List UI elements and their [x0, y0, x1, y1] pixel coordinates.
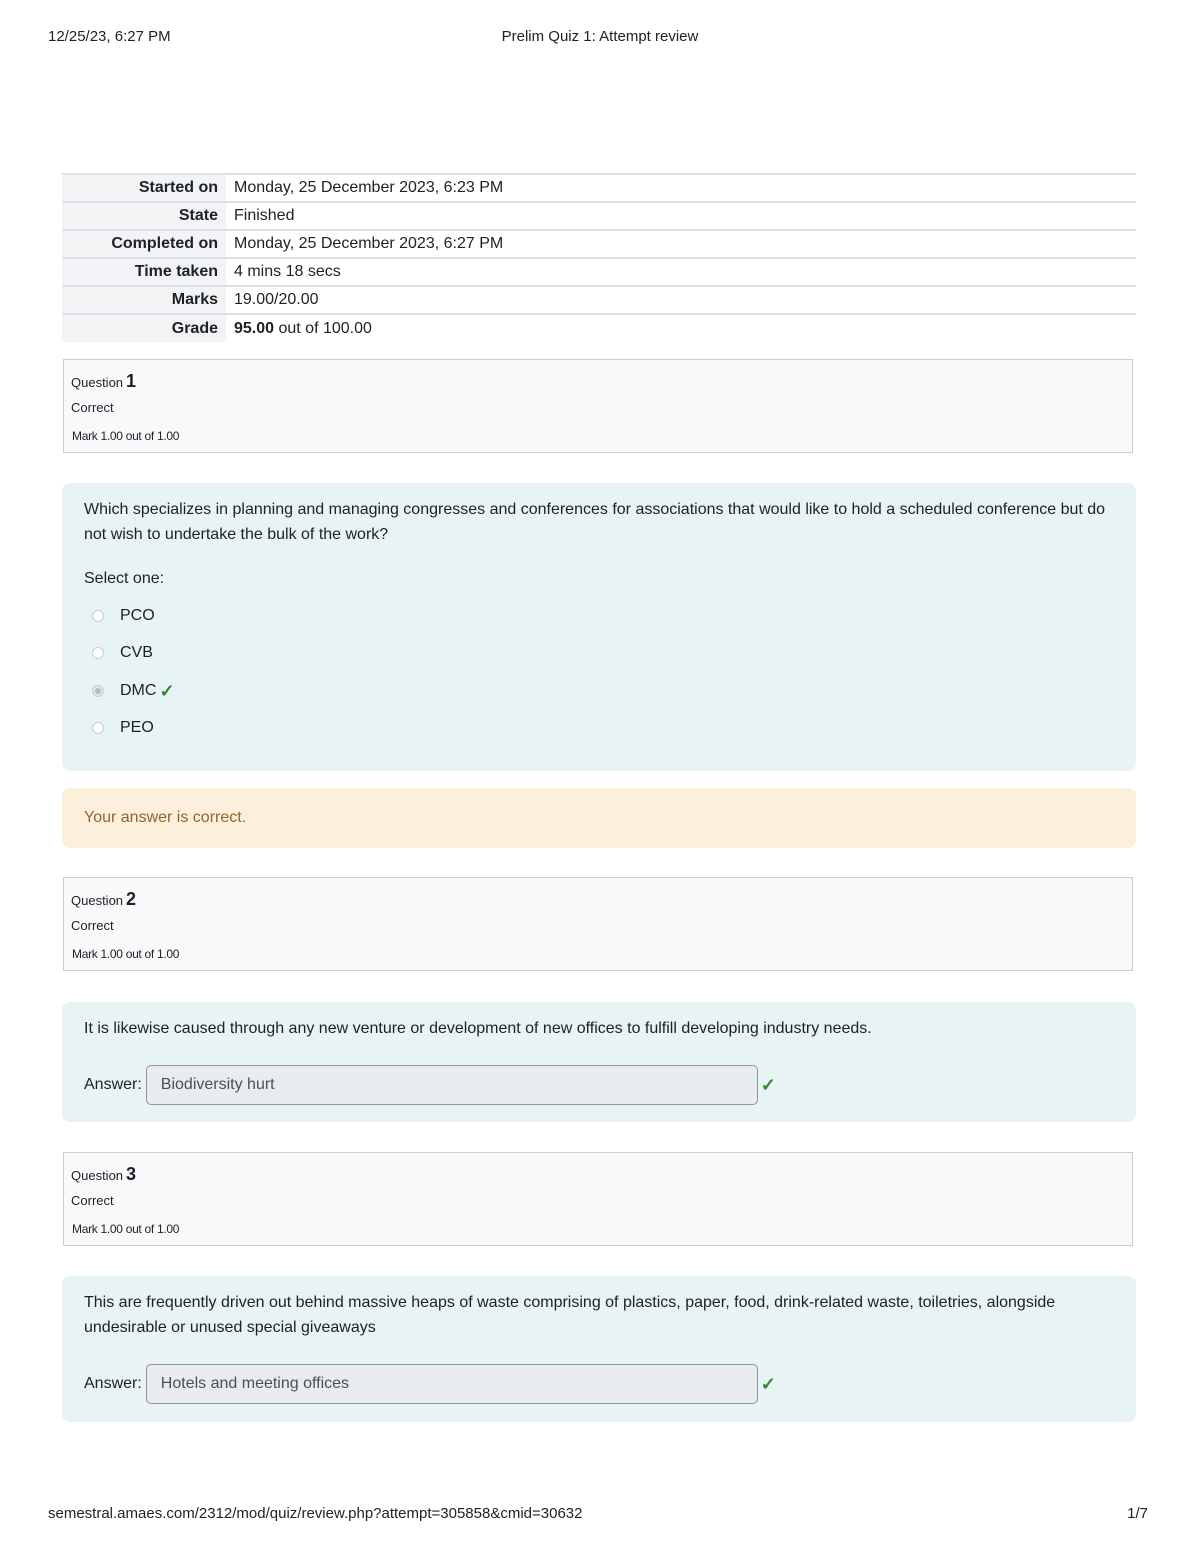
summary-value: 4 mins 18 secs [226, 258, 1136, 286]
grade-out-of: out of 100.00 [274, 319, 372, 337]
check-icon: ✓ [760, 1373, 776, 1394]
summary-value: Monday, 25 December 2023, 6:27 PM [226, 230, 1136, 258]
grade-value: 95.00 [234, 319, 275, 337]
question-grade: Mark 1.00 out of 1.00 [72, 429, 180, 443]
question-text: It is likewise caused through any new venture or development of new offices to fulfill developing industry needs. [84, 1020, 872, 1037]
print-title: Prelim Quiz 1: Attempt review [501, 28, 699, 45]
question-grade: Mark 1.00 out of 1.00 [72, 1222, 180, 1236]
summary-label: Time taken [62, 258, 226, 286]
radio-button[interactable] [92, 647, 104, 659]
summary-label: Marks [62, 286, 226, 314]
summary-label: Completed on [62, 230, 226, 258]
question-formulation-2 [62, 1002, 1136, 1122]
question-number-value: 1 [126, 371, 137, 391]
summary-value: 19.00/20.00 [226, 286, 1136, 314]
question-text: Which specializes in planning and managing congresses and conferences for associations that would like to hold a scheduled conference but do not wish to undertake the bulk of the work? [84, 501, 1106, 543]
summary-row [62, 286, 1136, 314]
answer-option-selected[interactable] [92, 681, 175, 701]
summary-label: Grade [62, 314, 226, 342]
question-number [71, 371, 136, 392]
answer-option[interactable] [92, 718, 154, 738]
print-url: semestral.amaes.com/2312/mod/quiz/review.php?attempt=305858&cmid=30632 [48, 1505, 583, 1522]
question-number-value: 3 [126, 1164, 137, 1184]
question-number-value: 2 [126, 889, 137, 909]
question-formulation-3 [62, 1276, 1136, 1422]
check-icon: ✓ [159, 680, 175, 701]
question-info-1 [63, 359, 1133, 453]
question-prefix: Question [71, 375, 124, 390]
summary-row [62, 314, 1136, 342]
radio-button[interactable] [92, 610, 104, 622]
summary-label: Started on [62, 174, 226, 202]
summary-row [62, 258, 1136, 286]
answer-row [84, 1364, 776, 1404]
print-datetime: 12/25/23, 6:27 PM [48, 28, 171, 45]
summary-label: State [62, 202, 226, 230]
question-prefix: Question [71, 1168, 124, 1183]
answer-input[interactable]: Biodiversity hurt [146, 1065, 758, 1105]
option-label: PEO [120, 719, 154, 736]
question-formulation-1 [62, 483, 1136, 771]
print-header [48, 28, 1152, 48]
question-state: Correct [71, 1193, 114, 1208]
option-label: PCO [120, 607, 155, 624]
answer-feedback: Your answer is correct. [62, 788, 1136, 848]
summary-row [62, 230, 1136, 258]
print-footer [48, 1505, 1148, 1525]
question-state: Correct [71, 918, 114, 933]
question-grade: Mark 1.00 out of 1.00 [72, 947, 180, 961]
check-icon: ✓ [760, 1074, 776, 1095]
answer-option[interactable] [92, 643, 153, 663]
answer-input[interactable]: Hotels and meeting offices [146, 1364, 758, 1404]
radio-button-checked[interactable] [92, 685, 104, 697]
question-number [71, 1164, 136, 1185]
answer-option[interactable] [92, 606, 155, 626]
print-page-number: 1/7 [1127, 1505, 1148, 1522]
summary-value: Finished [226, 202, 1136, 230]
answer-label: Answer: [84, 1375, 142, 1392]
answer-row [84, 1065, 776, 1105]
question-text: This are frequently driven out behind massive heaps of waste comprising of plastics, paper, food, drink-related waste, toiletries, alongside undesirable or unused special giveaways [84, 1294, 1056, 1336]
summary-row [62, 202, 1136, 230]
question-state: Correct [71, 400, 114, 415]
question-number [71, 889, 136, 910]
option-label: DMC [120, 682, 157, 699]
question-info-3 [63, 1152, 1133, 1246]
select-one-prompt: Select one: [84, 570, 165, 587]
question-prefix: Question [71, 893, 124, 908]
summary-value: Monday, 25 December 2023, 6:23 PM [226, 174, 1136, 202]
radio-button[interactable] [92, 722, 104, 734]
answer-label: Answer: [84, 1076, 142, 1093]
attempt-summary-table [62, 173, 1136, 342]
summary-row [62, 174, 1136, 202]
option-label: CVB [120, 644, 153, 661]
question-info-2 [63, 877, 1133, 971]
summary-value [226, 314, 1136, 342]
